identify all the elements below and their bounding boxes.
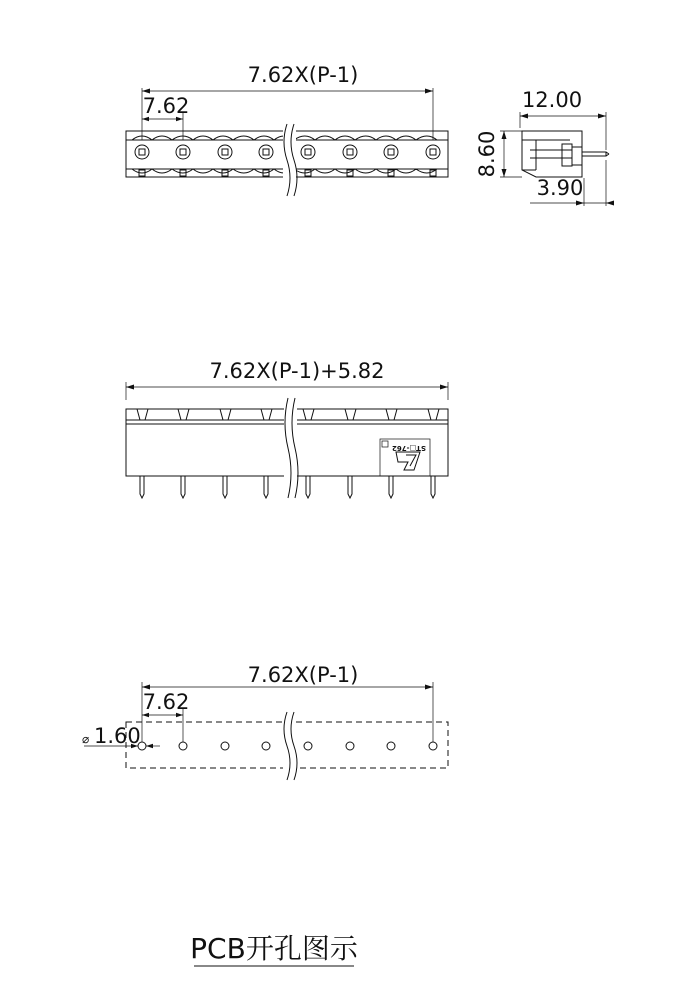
top-overall-dim: 7.62X(P-1): [247, 63, 359, 87]
pcb-pitch-dim: 7.62: [142, 690, 190, 714]
side-pin: [582, 152, 606, 156]
top-view: [126, 63, 448, 198]
pcb-view: [82, 663, 448, 782]
top-pitch-dim: 7.62: [142, 94, 190, 118]
front-view: [126, 359, 448, 500]
side-view: [475, 88, 614, 206]
side-width-dim: 12.00: [521, 88, 583, 112]
front-overall-dim: 7.62X(P-1)+5.82: [209, 359, 385, 383]
pcb-overall-dim: 7.62X(P-1): [247, 663, 359, 687]
pcb-hole-dim: 1.60: [94, 724, 141, 748]
brand-logo: [380, 439, 430, 476]
side-pin-dim: 3.90: [536, 176, 584, 200]
side-height-dim: 8.60: [475, 130, 499, 178]
caption-block: [190, 932, 359, 966]
hole-diameter-symbol: ⌀: [82, 732, 90, 746]
logo-text: ST□-762: [392, 444, 426, 452]
caption-title: PCB开孔图示: [190, 932, 358, 965]
